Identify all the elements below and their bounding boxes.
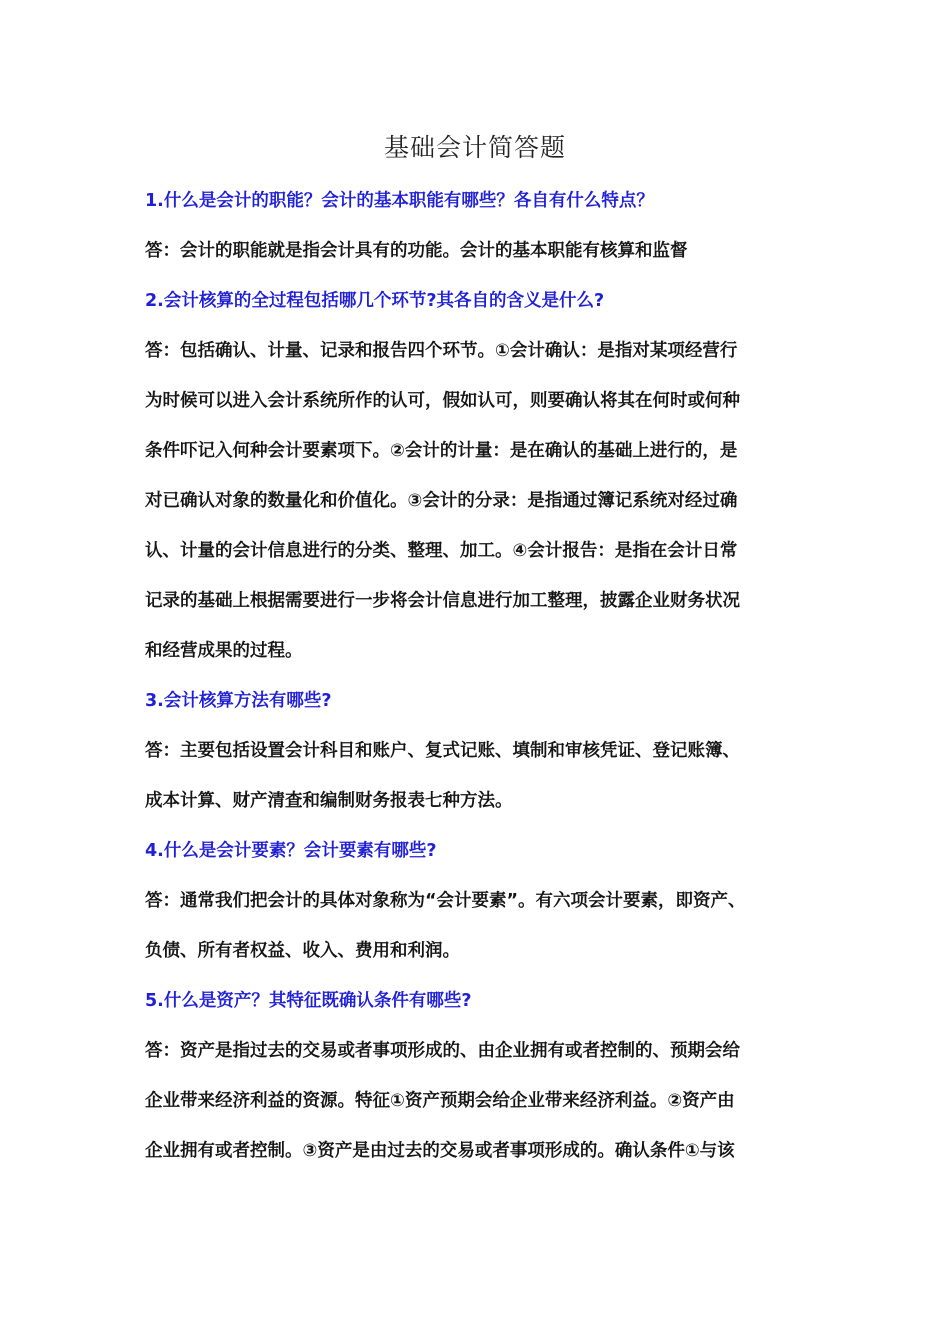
question-5: 5.什么是资产？其特征既确认条件有哪些?	[145, 991, 472, 1011]
answer-line: 为时候可以进入会计系统所作的认可，假如认可，则要确认将其在何时或何种	[145, 391, 740, 411]
answer-line: 企业带来经济利益的资源。特征①资产预期会给企业带来经济利益。②资产由	[145, 1091, 735, 1111]
answer-line: 答：包括确认、计量、记录和报告四个环节。①会计确认：是指对某项经营行	[145, 341, 738, 361]
answer-line: 成本计算、财产清查和编制财务报表七种方法。	[145, 791, 513, 811]
answer-4	[145, 876, 810, 976]
answer-line: 认、计量的会计信息进行的分类、整理、加工。④会计报告：是指在会计日常	[145, 541, 738, 561]
question-2: 2.会计核算的全过程包括哪几个环节?其各自的含义是什么?	[145, 291, 605, 311]
question-3: 3.会计核算方法有哪些?	[145, 691, 332, 711]
answer-line: 记录的基础上根据需要进行一步将会计信息进行加工整理，披露企业财务状况	[145, 591, 740, 611]
answer-line: 答：资产是指过去的交易或者事项形成的、由企业拥有或者控制的、预期会给	[145, 1041, 740, 1061]
answer-line: 条件吓记入何种会计要素项下。②会计的计量：是在确认的基础上进行的，是	[145, 441, 738, 461]
answer-line: 答：会计的职能就是指会计具有的功能。会计的基本职能有核算和监督	[145, 241, 688, 261]
answer-line: 和经营成果的过程。	[145, 641, 303, 661]
answer-line: 企业拥有或者控制。③资产是由过去的交易或者事项形成的。确认条件①与该	[145, 1141, 735, 1161]
answer-line: 答：通常我们把会计的具体对象称为“会计要素”。有六项会计要素，即资产、	[145, 891, 746, 911]
document-title: 基础会计简答题	[383, 133, 566, 162]
question-4: 4.什么是会计要素？会计要素有哪些?	[145, 841, 437, 861]
answer-2	[145, 326, 810, 676]
question-1: 1.什么是会计的职能？会计的基本职能有哪些？各自有什么特点？	[145, 191, 654, 211]
answer-line: 对已确认对象的数量化和价值化。③会计的分录：是指通过簿记系统对经过确	[145, 491, 738, 511]
answer-5	[145, 1026, 810, 1176]
answer-3	[145, 726, 810, 826]
answer-line: 负债、所有者权益、收入、费用和利润。	[145, 941, 460, 961]
answer-line: 答：主要包括设置会计科目和账户、复式记账、填制和审核凭证、登记账簿、	[145, 741, 740, 761]
qa-list	[145, 183, 810, 1169]
